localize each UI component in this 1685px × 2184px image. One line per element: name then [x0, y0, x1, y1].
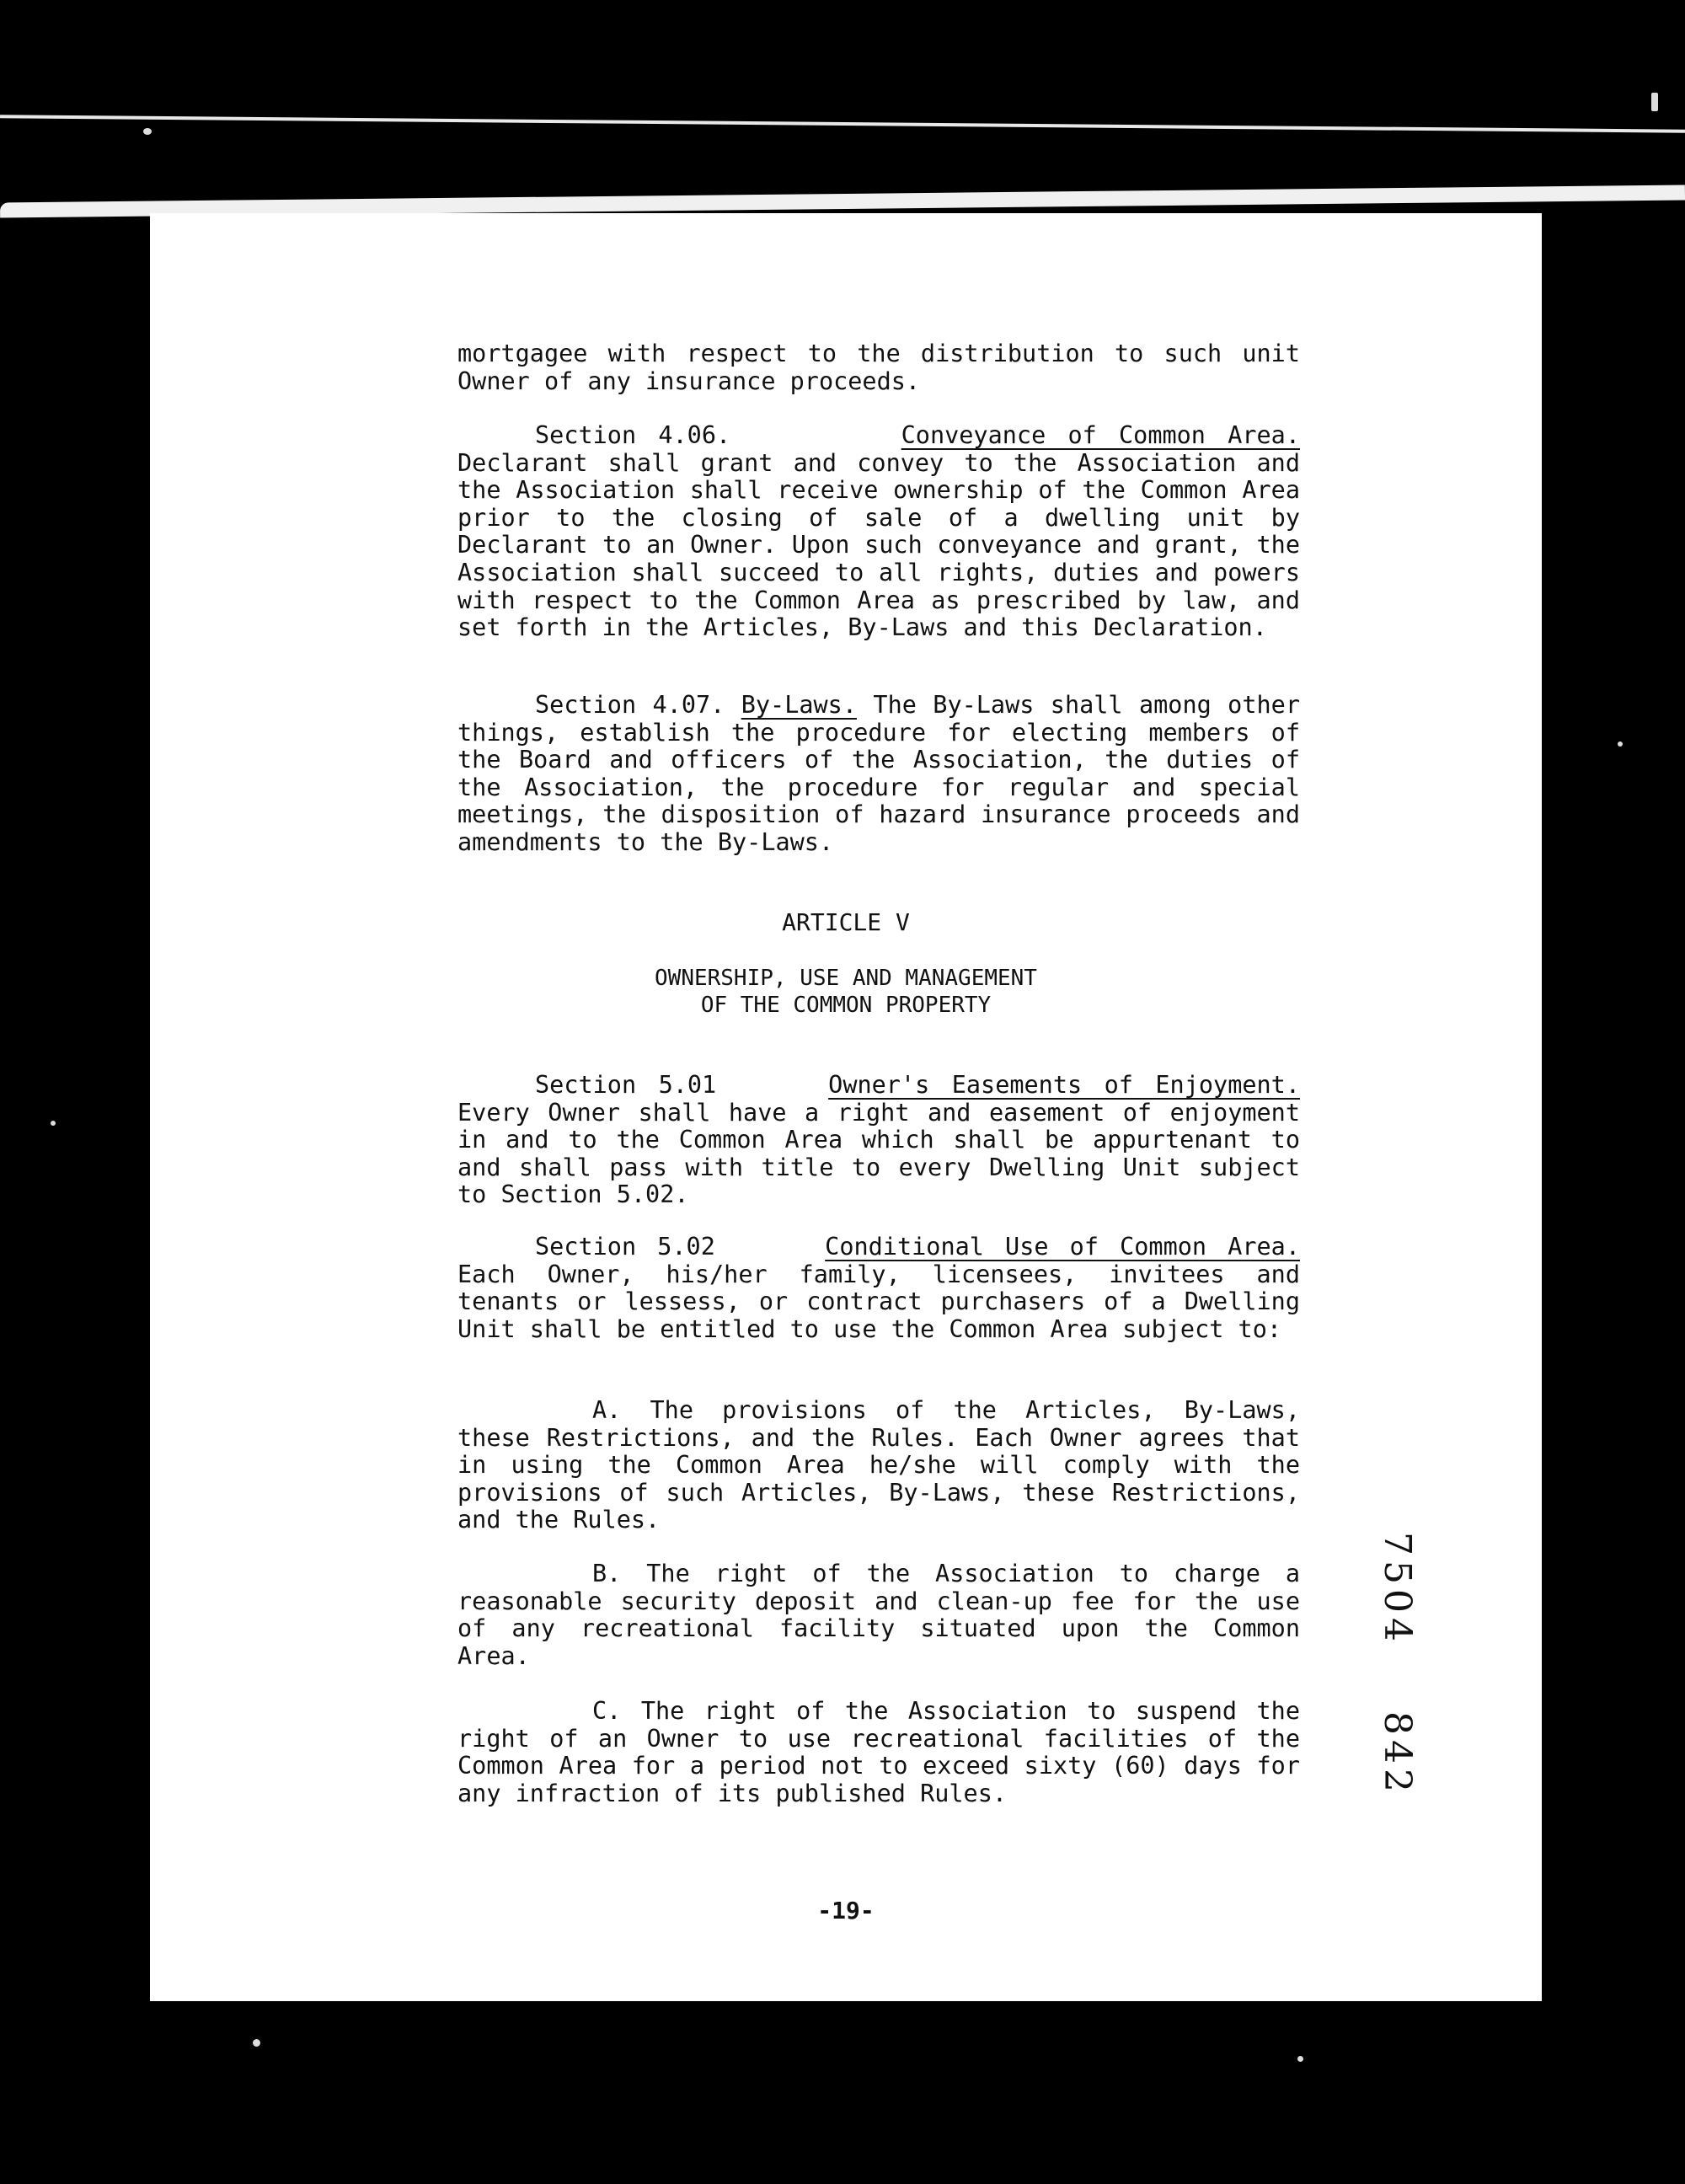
paragraph-text: mortgagee with respect to the distribution to such unit Owner of any insurance proceeds. [457, 340, 1300, 395]
section-title: By-Laws. [741, 691, 857, 719]
subsection-label: B. [592, 1560, 622, 1587]
section-title: Conditional Use of Common Area. [825, 1233, 1300, 1261]
subsection-label: C. [592, 1697, 622, 1725]
section-number: Section 4.07. [535, 691, 725, 719]
scan-speck [253, 2039, 260, 2047]
scan-speck [143, 128, 152, 135]
section-title: Conveyance of Common Area. [901, 421, 1300, 449]
section-body: Declarant shall grant and convey to the Association and the Association shall receive ownership of the Common Area prior to the closing of sale of a dwelling unit by Declarant to an Owner. Upon such conveyance and grant, the Association shall succeed to all rights, duties and powers with respect to the Common Area as prescribed by law, and set forth in the Articles, By-Laws and this Declaration. [457, 448, 1300, 642]
section-body: Each Owner, his/her family, licensees, invitees and tenants or lessess, or contract purchasers of a Dwelling Unit shall be entitled to use the Common Area subject to: [457, 1260, 1300, 1343]
document-page [150, 213, 1542, 2001]
subsection-c [457, 1698, 1300, 1807]
scan-edge-line [0, 115, 1685, 132]
section-body: The By-Laws shall among other things, establish the procedure for electing members of the Board and officers of the Association, the duties of the Association, the procedure for regular and special meetings, the disposition of hazard insurance proceeds and amendments to the By-Laws. [457, 691, 1300, 856]
subsection-body: The right of the Association to charge a reasonable security deposit and clean-up fee for the use of any recreational facility situated upon the Common Area. [457, 1560, 1300, 1670]
scan-speck [1297, 2056, 1303, 2062]
subsection-label: A. [592, 1396, 622, 1424]
book-number-stamp: 7504 [1376, 1532, 1419, 1646]
subsection-b [457, 1560, 1300, 1670]
section-number: Section 4.06. [535, 421, 731, 449]
section-number: Section 5.02 [535, 1233, 715, 1261]
section-5-01 [457, 1072, 1300, 1209]
scan-speck [51, 1121, 56, 1126]
subsection-a [457, 1397, 1300, 1534]
section-number: Section 5.01 [535, 1071, 717, 1099]
section-4-07 [457, 692, 1300, 857]
paragraph-insurance-proceeds [457, 340, 1300, 395]
scan-speck [1651, 93, 1658, 111]
article-title-line-1: OWNERSHIP, USE AND MANAGEMENT [655, 966, 1037, 991]
subsection-body: The provisions of the Articles, By-Laws, these Restrictions, and the Rules. Each Owner agrees that in using the Common Area he/she will comply with the provisions of such Articles, By-Laws, these Restrictions, and the Rules. [457, 1396, 1300, 1534]
section-5-02 [457, 1234, 1300, 1343]
page-number-stamp: 842 [1376, 1711, 1419, 1797]
page-number: -19- [817, 1897, 875, 1924]
scan-speck [1618, 741, 1623, 747]
section-body: Every Owner shall have a right and easement of enjoyment in and to the Common Area which shall be appurtenant to and shall pass with title to every Dwelling Unit subject to Section 5.02. [457, 1098, 1300, 1209]
article-heading: ARTICLE V [782, 908, 910, 936]
section-4-06 [457, 422, 1300, 642]
subsection-body: The right of the Association to suspend the right of an Owner to use recreational facilities of the Common Area for a period not to exceed sixty (60) days for any infraction of its published Rules. [457, 1697, 1300, 1807]
section-title: Owner's Easements of Enjoyment. [828, 1071, 1300, 1099]
article-title-line-2: OF THE COMMON PROPERTY [700, 993, 992, 1018]
